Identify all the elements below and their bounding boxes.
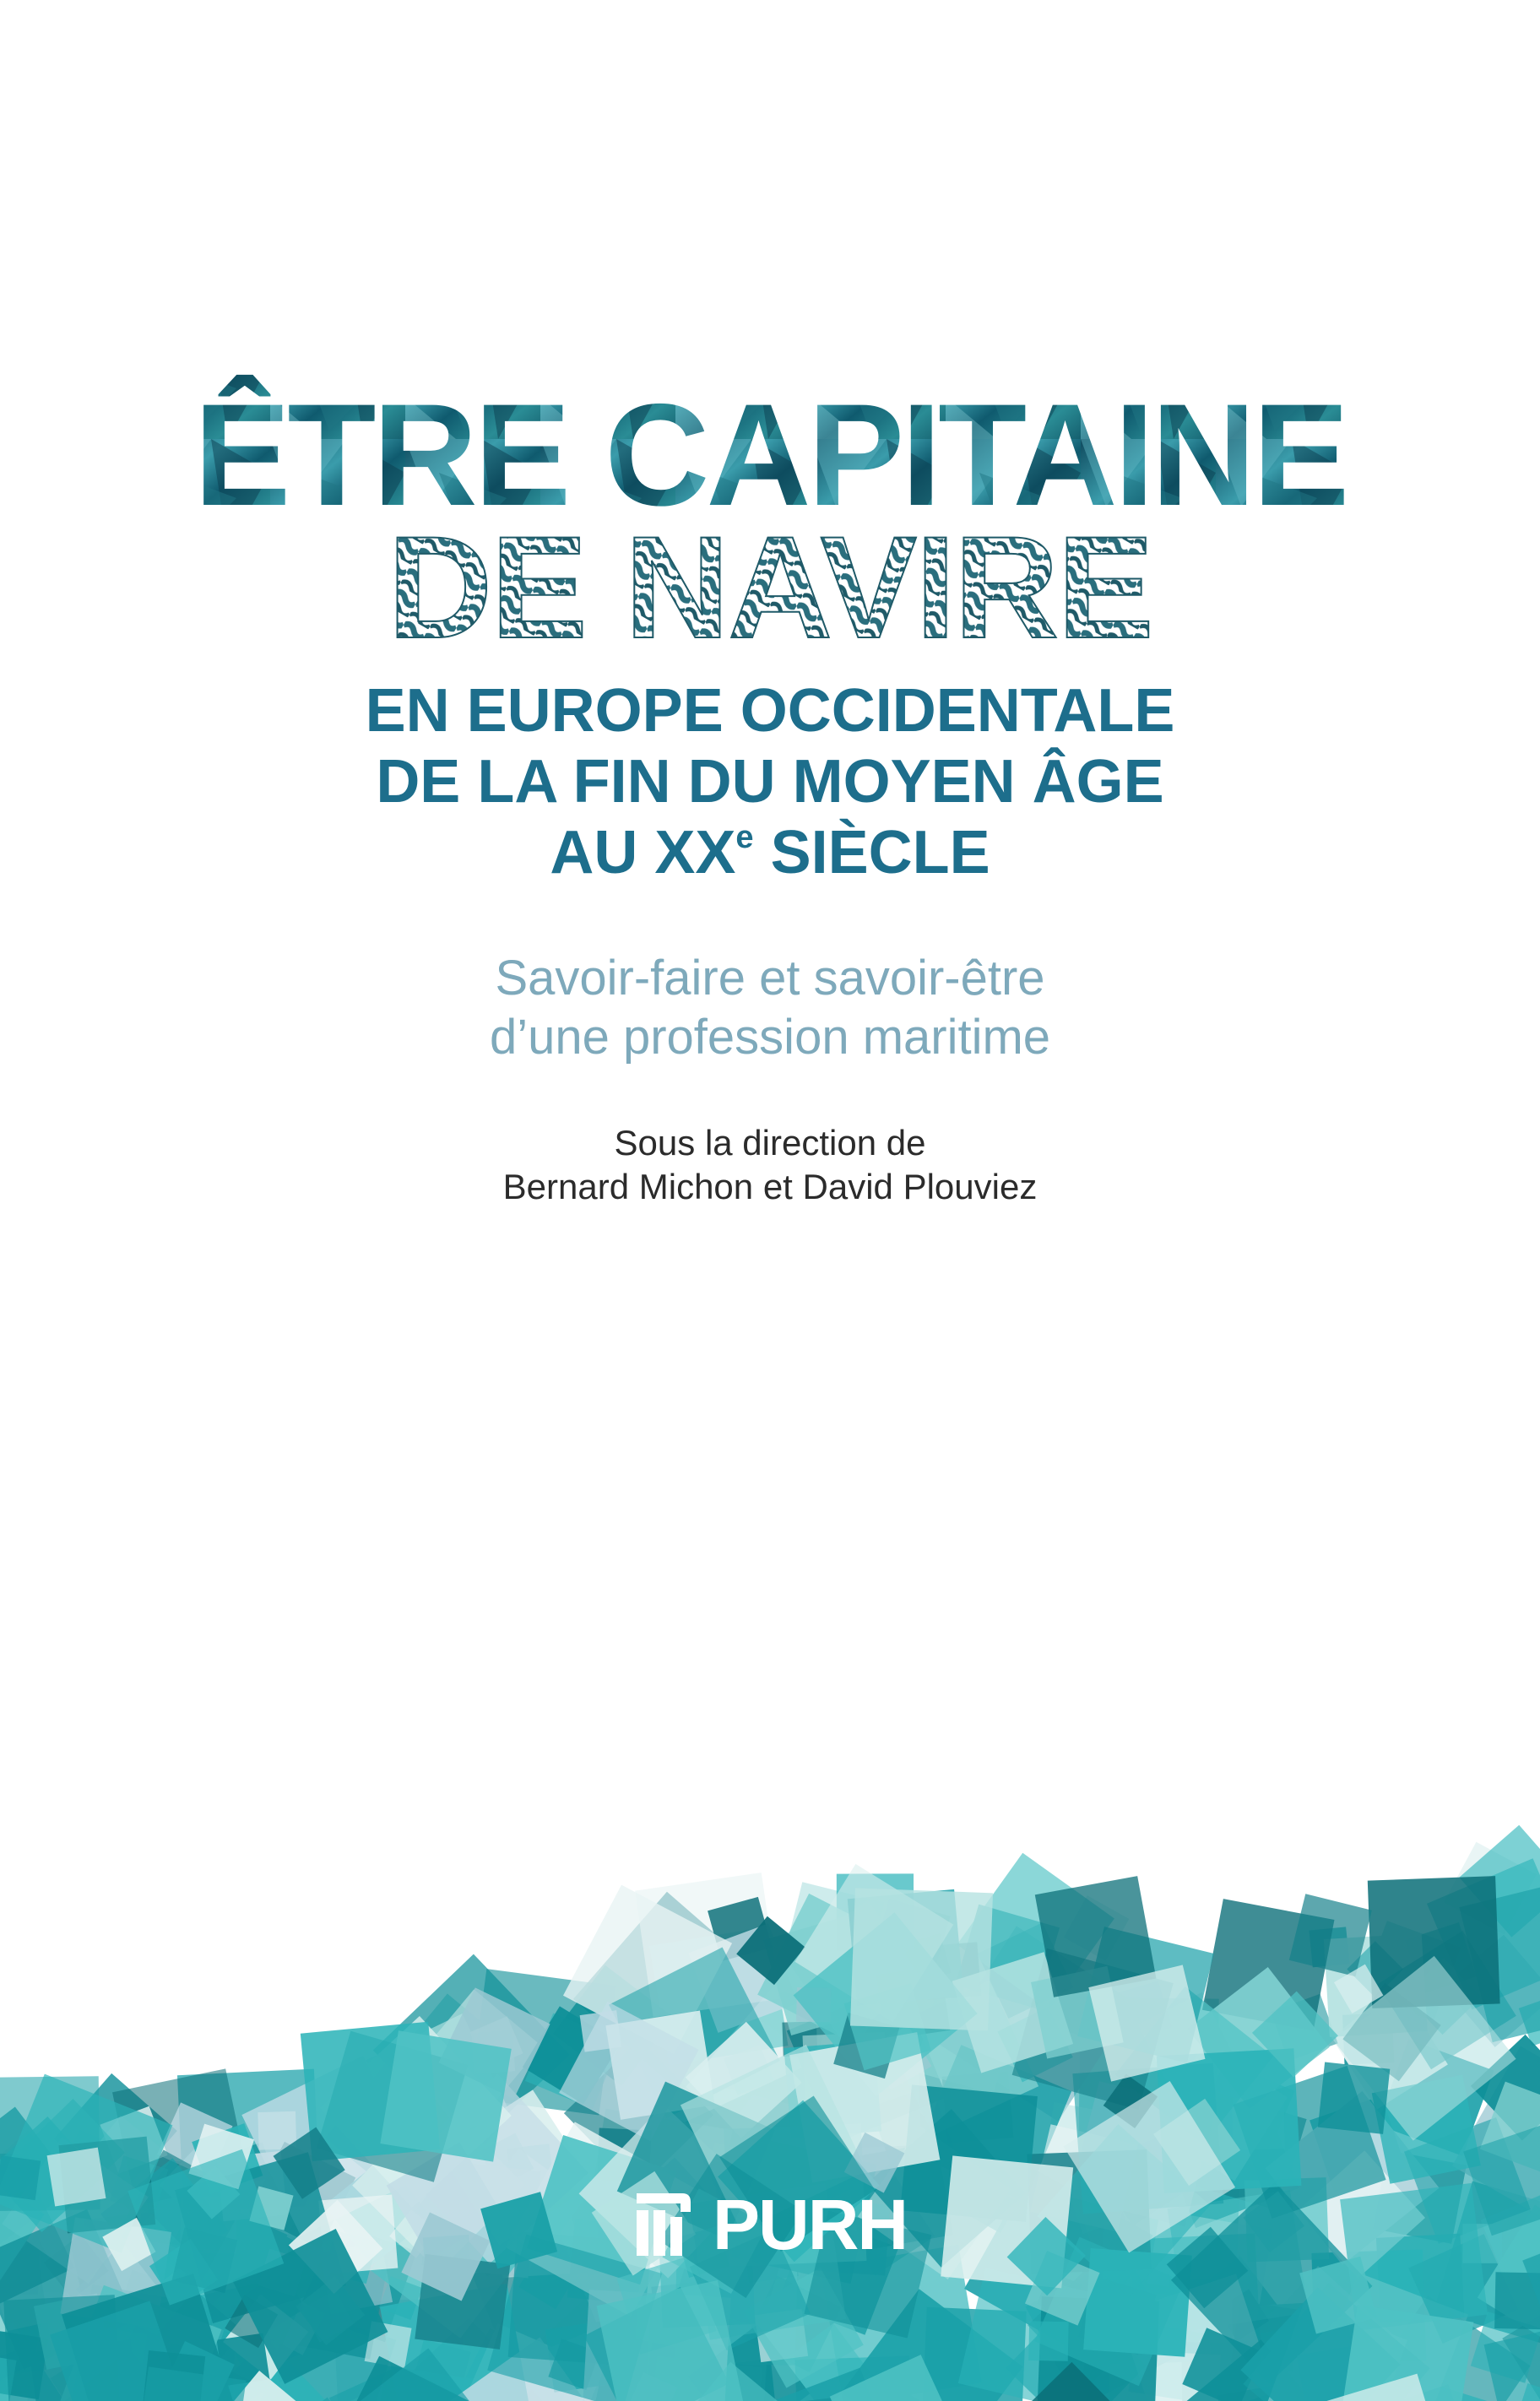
mosaic-tile [47,2148,106,2207]
tagline-line-2: d’une profession maritime [489,1010,1051,1065]
editors-names: Bernard Michon et David Plouviez [502,1167,1038,1206]
editors-intro: Sous la direction de [614,1123,926,1163]
subtitle-line-1: EN EUROPE OCCIDENTALE [365,677,1175,745]
publisher-logo [632,2187,910,2263]
century-superscript: e [735,820,754,855]
editors [0,1121,1540,1209]
title-line-2: DE NAVIRE [388,507,1152,669]
subtitle [0,675,1540,888]
mosaic-tile [380,2030,511,2161]
mosaic-tile [1028,2321,1068,2360]
tagline [0,949,1540,1067]
mosaic-tile [0,2155,41,2200]
purh-column-icon [632,2187,708,2263]
subtitle-line-3: AU XXe SIÈCLE [550,819,990,886]
mosaic-tiles [0,1825,1540,2401]
publisher-name: PURH [713,2185,908,2264]
tagline-line-1: Savoir-faire et savoir-être [495,951,1045,1005]
title-graphic [0,0,1540,675]
subtitle-line-2: DE LA FIN DU MOYEN ÂGE [376,748,1164,816]
mosaic-tile [1318,2062,1390,2133]
title-line-1: ÊTRE CAPITAINE [193,374,1347,536]
mosaic-tile [850,1888,993,2030]
decorative-mosaic [0,1807,1540,2401]
